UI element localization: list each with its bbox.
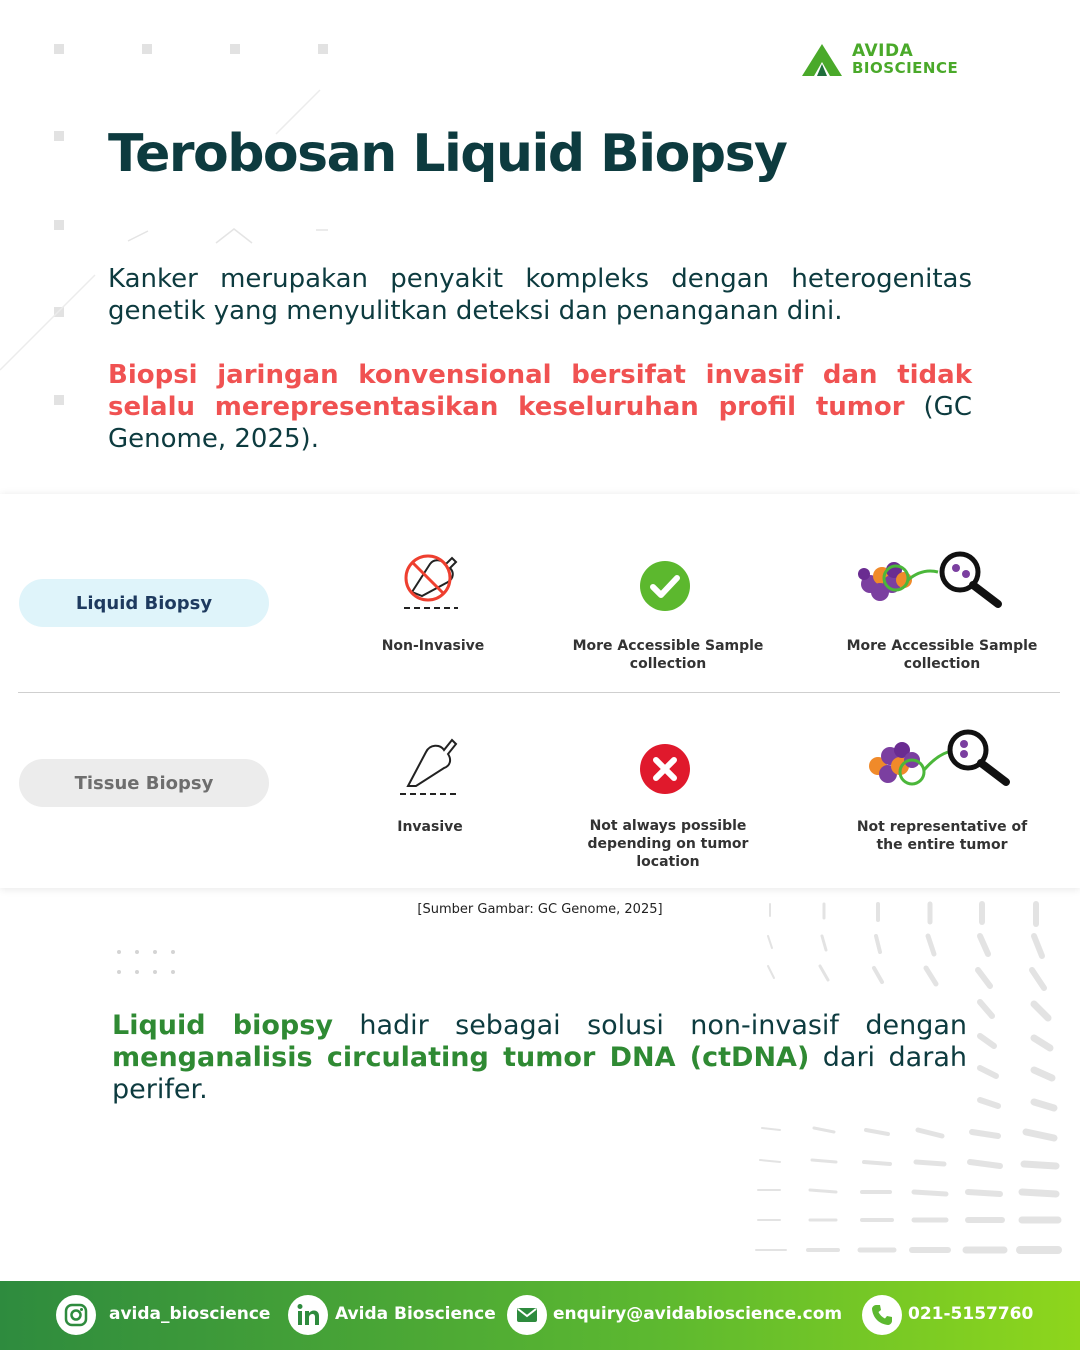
phone-number[interactable]: 021-5157760: [908, 1304, 1034, 1324]
liquid-biopsy-label: Liquid Biopsy: [19, 579, 269, 627]
image-source: [Sumber Gambar: GC Genome, 2025]: [417, 902, 663, 917]
instagram-icon[interactable]: [56, 1295, 96, 1335]
brand-name-line1: AVIDA: [852, 41, 914, 61]
comparison-panel: [0, 494, 1080, 888]
contact-footer: [0, 1281, 1080, 1350]
decor-lines: [0, 40, 340, 380]
decor-dots: [116, 948, 186, 978]
highlight-citation: (GC Genome, 2025).: [108, 392, 972, 454]
needle-icon: [398, 734, 462, 798]
page-title: Terobosan Liquid Biopsy: [108, 124, 787, 184]
conclusion-text-2: dari darah perifer.: [112, 1042, 967, 1105]
email-icon[interactable]: [507, 1295, 547, 1335]
linkedin-icon[interactable]: [288, 1295, 328, 1335]
conclusion-text-1: hadir sebagai solusi non-invasif dengan: [332, 1010, 967, 1041]
highlight-paragraph: [108, 359, 972, 455]
tissue-caption-3: Not representative of the entire tumor: [856, 819, 1028, 853]
no-needle-icon: [400, 548, 464, 612]
liquid-caption-3: More Accessible Sample collection: [846, 638, 1038, 672]
phone-icon[interactable]: [862, 1295, 902, 1335]
conclusion-green-2: menganalisis circulating tumor DNA (ctDNA): [112, 1042, 810, 1073]
highlight-red-text: Biopsi jaringan konvensional bersifat invasif dan tidak selalu merepresentasikan keseluruhan profil tumor: [108, 360, 972, 422]
linkedin-name[interactable]: Avida Bioscience: [335, 1304, 496, 1324]
avida-logo-icon: [800, 42, 844, 78]
decor-square: [54, 395, 64, 405]
brand-logo: [800, 40, 1000, 80]
row-divider: [18, 692, 1060, 693]
tissue-caption-1: Invasive: [397, 819, 463, 835]
conclusion-paragraph: [112, 1010, 967, 1106]
tissue-biopsy-label: Tissue Biopsy: [19, 759, 269, 807]
tumor-magnifier-icon: [856, 548, 1006, 614]
check-circle-icon: [640, 561, 690, 611]
brand-name-line2: BIOSCIENCE: [852, 59, 959, 77]
tumor-magnifier-icon: [864, 726, 1014, 792]
conclusion-green-1: Liquid biopsy: [112, 1010, 333, 1041]
intro-paragraph: Kanker merupakan penyakit kompleks dengan heterogenitas genetik yang menyulitkan deteksi dan penanganan dini.: [108, 264, 972, 326]
instagram-handle[interactable]: avida_bioscience: [109, 1304, 271, 1324]
tissue-caption-2: Not always possible depending on tumor location: [587, 818, 749, 870]
liquid-caption-1: Non-Invasive: [381, 638, 485, 654]
email-address[interactable]: enquiry@avidabioscience.com: [553, 1304, 843, 1324]
liquid-caption-2: More Accessible Sample collection: [572, 638, 764, 672]
x-circle-icon: [640, 744, 690, 794]
